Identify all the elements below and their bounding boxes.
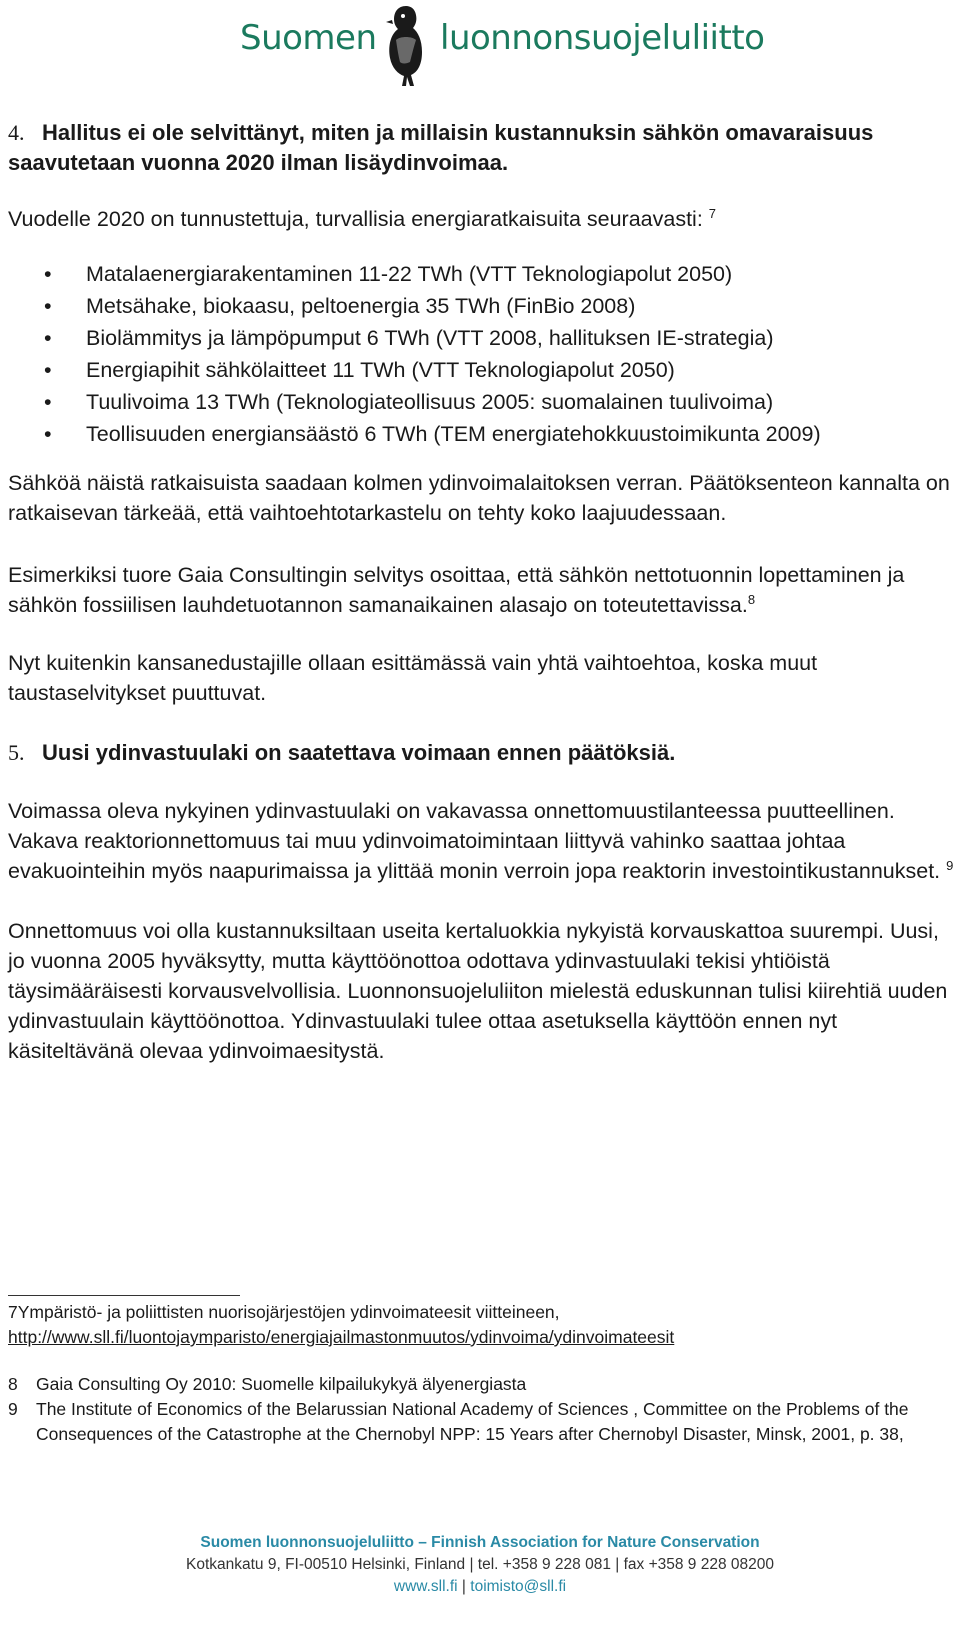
footnote-9 (8, 1397, 956, 1447)
section-4-number: 4. (8, 120, 25, 145)
section-4-intro (8, 204, 956, 234)
bullet-icon: • (44, 358, 52, 382)
list-item (8, 418, 956, 450)
list-item (8, 354, 956, 386)
footnote-ref-8: 8 (747, 592, 756, 607)
section-5-number: 5. (8, 740, 25, 765)
footnote-7-link[interactable]: http://www.sll.fi/luontojaymparisto/energiajailmastonmuutos/ydinvoima/ydinvoimateesit (8, 1327, 675, 1347)
footer-organization: Suomen luonnonsuojeluliitto – Finnish Association for Nature Conservation (200, 1534, 760, 1551)
section-4-paragraph-2 (8, 560, 956, 620)
footnote-7 (8, 1300, 956, 1350)
footnote-8-number: 8 (8, 1374, 18, 1394)
logo-text-right: luonnonsuojeluliitto (440, 18, 765, 58)
energy-solutions-list (8, 258, 956, 450)
paragraph-text: Esimerkiksi tuore Gaia Consultingin selvitys osoittaa, että sähkön nettotuonnin lopettaminen ja sähkön fossiilisen lauhdetuotannon samanaikainen alasajo on toteutettavissa. (8, 563, 905, 617)
section-4-paragraph-1: Sähköä näistä ratkaisuista saadaan kolmen ydinvoimalaitoksen verran. Päätöksenteon kannalta on ratkaisevan tärkeää, että vaihtoehtotarkastelu on tehty koko laajuudessaan. (8, 471, 950, 525)
section-4-heading-text: Hallitus ei ole selvittänyt, miten ja millaisin kustannuksin sähkön omavaraisuus saavutetaan vuonna 2020 ilman lisäydinvoimaa. (8, 120, 874, 175)
footnote-ref-9: 9 (946, 858, 954, 873)
footer-website-link[interactable]: www.sll.fi (393, 1578, 458, 1595)
bullet-icon: • (44, 262, 52, 286)
paragraph-text: Voimassa oleva nykyinen ydinvastuulaki on vakavassa onnettomuustilanteessa puutteellinen. Vakava reaktorionnettomuus tai muu ydinvoimatoimintaan liittyvä vahinko saattaa johtaa evakuointeihin myös naapurimaissa ja ylittää monin verroin jopa reaktorin investointikustannukset. (8, 799, 941, 883)
footer-address: Kotkankatu 9, FI-00510 Helsinki, Finland | tel. +358 9 228 081 | fax +358 9 228 08200 (186, 1556, 774, 1573)
list-item-text: Matalaenergiarakentaminen 11-22 TWh (VTT Teknologiapolut 2050) (86, 262, 733, 286)
section-5-paragraph-2: Onnettomuus voi olla kustannuksiltaan useita kertaluokkia nykyistä korvauskattoa suurempi. Uusi, jo vuonna 2005 hyväksytty, mutta käyttöönottoa odottava ydinvastuulaki tekisi yhtiöistä täysimääräisesti korvausvelvollisia. Luonnonsuojeluliiton mielestä eduskunnan tulisi kiirehtiä uuden ydinvastuulain käyttöönottoa. Ydinvastuulaki tulee ottaa asetuksella käyttöön ennen nyt käsiteltävänä olevaa ydinvoimaesitystä. (8, 919, 948, 1063)
section-5-heading (8, 738, 956, 768)
footnote-7-text: 7Ympäristö- ja poliittisten nuorisojärjestöjen ydinvoimateesit viitteineen, (8, 1302, 560, 1322)
list-item-text: Biolämmitys ja lämpöpumput 6 TWh (VTT 2008, hallituksen IE-strategia) (86, 326, 774, 350)
list-item (8, 386, 956, 418)
bullet-icon: • (44, 294, 52, 318)
section-5-paragraph-1 (8, 796, 956, 886)
section-4-paragraph-3: Nyt kuitenkin kansanedustajille ollaan esittämässä vain yhtä vaihtoehtoa, koska muut taustaselvitykset puuttuvat. (8, 651, 818, 705)
bullet-icon: • (44, 326, 52, 350)
footnotes (8, 1300, 956, 1447)
list-item-text: Energiapihit sähkölaitteet 11 TWh (VTT Teknologiapolut 2050) (86, 358, 675, 382)
footer-contact (0, 1576, 960, 1598)
seal-bird-icon (376, 2, 436, 90)
bullet-icon: • (44, 390, 52, 414)
footnote-9-text: The Institute of Economics of the Belarussian National Academy of Sciences , Committee on the Problems of the Consequences of the Catastrophe at the Chernobyl NPP: 15 Years after Chernobyl Disaster, Minsk, 2001, p. 38, (36, 1399, 909, 1444)
list-item (8, 290, 956, 322)
list-item (8, 322, 956, 354)
footnote-8 (8, 1372, 956, 1397)
organization-logo (240, 0, 765, 92)
footnote-divider (8, 1295, 240, 1296)
list-item-text: Tuulivoima 13 TWh (Teknologiateollisuus 2005: suomalainen tuulivoima) (86, 390, 774, 414)
list-item-text: Teollisuuden energiansäästö 6 TWh (TEM energiatehokkuustoimikunta 2009) (86, 422, 821, 446)
section-4-heading (8, 118, 956, 178)
list-item (8, 258, 956, 290)
footnote-8-text: Gaia Consulting Oy 2010: Suomelle kilpailukykyä älyenergiasta (36, 1374, 527, 1394)
main-content (8, 118, 956, 1066)
footnote-9-number: 9 (8, 1399, 18, 1419)
footer-separator: | (461, 1578, 466, 1595)
page-footer (0, 1532, 960, 1598)
section-5-heading-text: Uusi ydinvastuulaki on saatettava voimaan ennen päätöksiä. (42, 740, 676, 765)
bullet-icon: • (44, 422, 52, 446)
list-item-text: Metsähake, biokaasu, peltoenergia 35 TWh (FinBio 2008) (86, 294, 636, 318)
intro-text: Vuodelle 2020 on tunnustettuja, turvallisia energiaratkaisuita seuraavasti: (8, 207, 703, 231)
logo-text-left: Suomen (240, 18, 377, 58)
footnote-ref-7: 7 (708, 206, 717, 221)
footer-email-link[interactable]: toimisto@sll.fi (470, 1578, 567, 1595)
